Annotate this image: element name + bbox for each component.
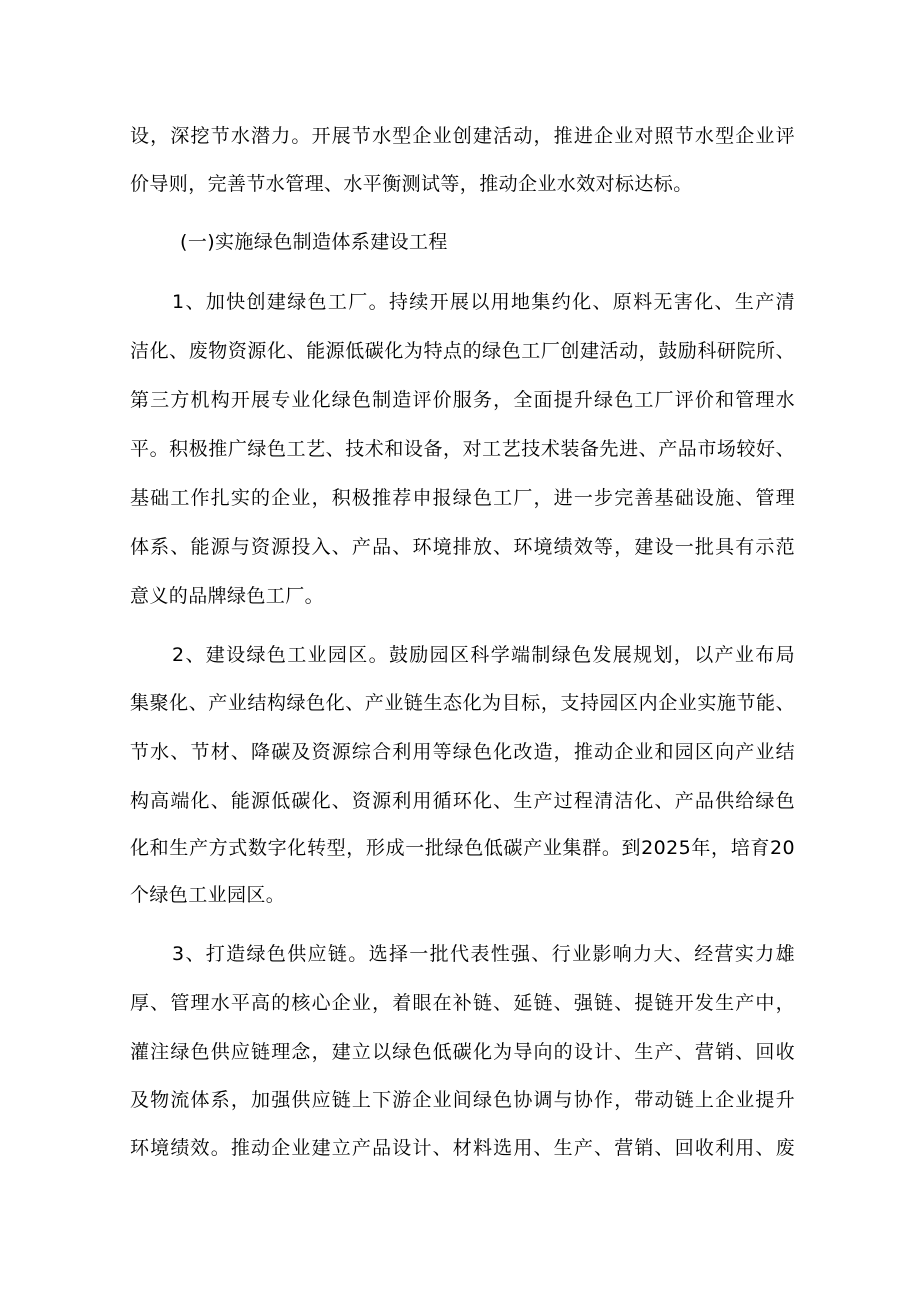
intro-line: 设，深挖节水潜力。开展节水型企业创建活动，推进企业对照节水型企业评 [130, 125, 795, 147]
paragraph-line: 构高端化、能源低碳化、资源利用循环化、生产过程清洁化、产品供给绿色 [130, 790, 795, 812]
paragraph-line: 2、建设绿色工业园区。鼓励园区科学端制绿色发展规划，以产业布局 [172, 644, 795, 666]
paragraph-line: 意义的品牌绿色工厂。 [130, 585, 325, 607]
paragraph-line: 环境绩效。推动企业建立产品设计、材料选用、生产、营销、回收利用、废 [130, 1137, 795, 1159]
paragraph-line: 洁化、废物资源化、能源低碳化为特点的绿色工厂创建活动，鼓励科研院所、 [130, 340, 795, 362]
paragraph-line: 化和生产方式数字化转型，形成一批绿色低碳产业集群。到2025年，培育20 [130, 837, 795, 859]
paragraph-line: 节水、节材、降碳及资源综合利用等绿色化改造，推动企业和园区向产业结 [130, 741, 795, 763]
intro-line: 价导则，完善节水管理、水平衡测试等，推动企业水效对标达标。 [130, 173, 693, 195]
paragraph-line: 厚、管理水平高的核心企业，着眼在补链、延链、强链、提链开发生产中， [130, 992, 795, 1014]
paragraph-line: 体系、能源与资源投入、产品、环境排放、环境绩效等，建设一批具有示范 [130, 536, 795, 558]
paragraph-line: 个绿色工业园区。 [130, 884, 286, 906]
paragraph-line: 基础工作扎实的企业，积极推荐申报绿色工厂，进一步完善基础设施、管理 [130, 487, 795, 509]
paragraph-line: 1、加快创建绿色工厂。持续开展以用地集约化、原料无害化、生产清 [172, 291, 795, 313]
paragraph-line: 3、打造绿色供应链。选择一批代表性强、行业影响力大、经营实力雄 [172, 943, 795, 965]
paragraph-line: 第三方机构开展专业化绿色制造评价服务，全面提升绿色工厂评价和管理水 [130, 389, 795, 411]
paragraph-line: 灌注绿色供应链理念，建立以绿色低碳化为导向的设计、生产、营销、回收 [130, 1041, 795, 1063]
paragraph-line: 集聚化、产业结构绿色化、产业链生态化为目标，支持园区内企业实施节能、 [130, 692, 795, 714]
paragraph-line: 及物流体系，加强供应链上下游企业间绿色协调与协作，带动链上企业提升 [130, 1089, 795, 1111]
section-heading: (一)实施绿色制造体系建设工程 [180, 231, 448, 253]
paragraph-line: 平。积极推广绿色工艺、技术和设备，对工艺技术装备先进、产品市场较好、 [130, 438, 795, 460]
